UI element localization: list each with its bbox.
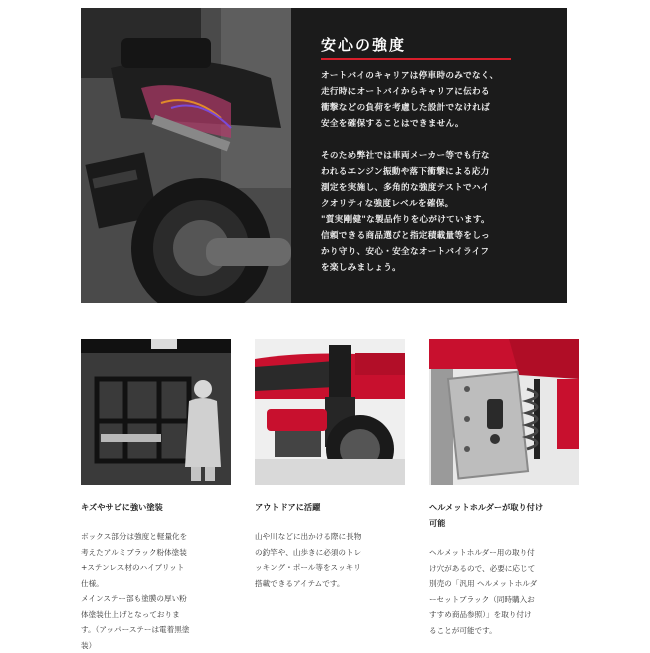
title-underline xyxy=(321,58,511,60)
description-paragraph-1: オートバイのキャリアは停車時のみでなく、 走行時にオートバイからキャリアに伝わる 衝撃などの負荷を考慮した設計でなければ 安全を確保することはできません。 xyxy=(321,71,499,129)
motorcycle-rear-illustration xyxy=(81,8,291,303)
rod-holder-illustration xyxy=(255,339,405,485)
feature-title: ヘルメットホルダーが取り付け 可能 xyxy=(429,502,544,528)
helmet-holder-illustration xyxy=(429,339,579,485)
feature-description: 山や川などに出かける際に長物 の釣竿や、山歩きに必須のトレ ッキング・ポール等をスッキリ 搭載できるアイテムです。 xyxy=(255,532,362,588)
feature-card-coating xyxy=(81,339,231,653)
painting-photo xyxy=(81,339,231,485)
feature-card-helmet-holder xyxy=(429,339,579,638)
section-title: 安心の強度 xyxy=(321,36,407,54)
strength-banner xyxy=(81,8,567,303)
feature-title: アウトドアに活躍 xyxy=(255,502,321,512)
strength-description xyxy=(321,68,557,292)
description-paragraph-2: そのため弊社では車両メーカー等でも行な われるエンジン振動や落下衝撃による応力 測定を実施し、多角的な強度テストでハイ クオリティな強度レベルを確保。 "質実剛健"な製品作りを心がけています。 信頼できる商品選びと指定積載量等をしっ かり守り、安心・安全なオートバイライフ を楽しみましょう。 xyxy=(321,151,490,273)
outdoor-photo xyxy=(255,339,405,485)
feature-description: ボックス部分は強度と軽量化を 考えたアルミブラック粉体塗装 +ステンレス材のハイブリット 仕様。 メインステー部も塗膜の厚い粉 体塗装仕上げとなっておりま す。（アッパーステーは電着黒塗 装） xyxy=(81,532,190,650)
helmet-holder-photo xyxy=(429,339,579,485)
painting-booth-illustration xyxy=(81,339,231,485)
feature-description: ヘルメットホルダー用の取り付 け穴があるので、必要に応じて 別売の「汎用 ヘルメットホルダ ーセットブラック（同時購入お すすめ商品参照）」を取り付け ることが可能です。 xyxy=(429,548,538,635)
strength-text-panel xyxy=(291,8,567,303)
feature-card-outdoor xyxy=(255,339,405,591)
feature-title: キズやサビに強い塗装 xyxy=(81,502,163,512)
motorcycle-rear-photo xyxy=(81,8,291,303)
